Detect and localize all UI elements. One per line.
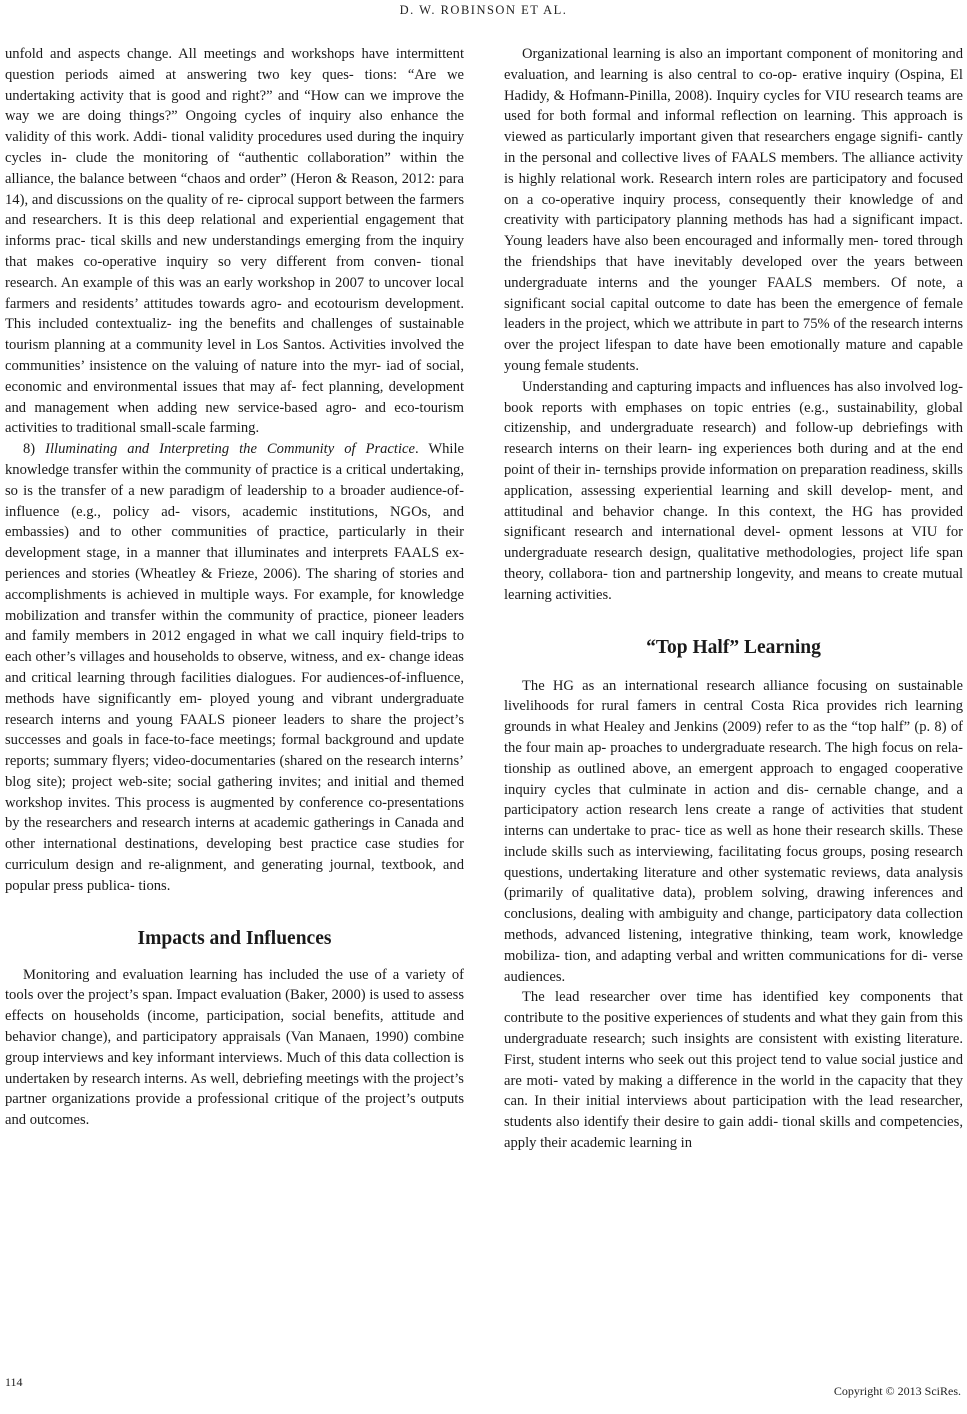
section-title: Illuminating and Interpreting the Community of Practice bbox=[45, 441, 415, 458]
copyright-notice: Copyright © 2013 SciRes. bbox=[833, 1384, 961, 1398]
heading-top-half-learning: “Top Half” Learning bbox=[646, 636, 821, 658]
right-paragraph-2: Understanding and capturing impacts and influences has also involved log-book reports with emphases on topic entries (e.g., sustainability, global citizenship, and undergraduate research) and follow-up debriefings with research interns on their learn- ing experiences both during and at the end point of their in- ternships provide information on preparation readiness, skills application, assessing experiential learning and skill develop- ment, and attitudinal and behavior change. In this context, the HG has provided significant research and international devel- opment lessons at VIU for undergraduate research design, qualitative methodologies, project life span theory, collabora- tion and partnership longevity, and means to create mutual learning activities. bbox=[504, 378, 963, 603]
section-number: 8) bbox=[23, 441, 46, 458]
right-paragraph-4: The lead researcher over time has identified key components that contribute to the positive experiences of students and what they gain from this undergraduate research; such insights are consistent with existing literature. First, student interns who seek out this project tend to value social justice and are moti- vated by making a difference in the world in the capacity that they can. In their initial interviews about participation with the lead researcher, students also identify their desire to gain addi- tional skills and competencies, apply their academic learning in bbox=[504, 989, 963, 1152]
heading-impacts-and-influences: Impacts and Influences bbox=[137, 927, 332, 949]
section-body: . While knowledge transfer within the community of practice is a critical undertaking, so is the transfer of a new paradigm of leadership to a broader audience-of-influence (e.g., policy ad- visors, academic institutions, NGOs, and embassies) and to other communities of practice, particularly in their development stage, in a manner that illuminates and interprets FAALS ex- periences and stories (Wheatley & Frieze, 2006). The sharing of stories and accomplishments is achieved in multiple ways. For example, for knowledge mobilization and transfer within the community of practice, pioneer leaders and family members in 2012 engaged in what we call inquiry field-trips to each other’s villages and households to observe, witness, and ex- change ideas and critical learning through facilities dialogues. For audiences-of-influence, methods have significantly em- ployed young and vibrant undergraduate research interns and young FAALS pioneer leaders to share the project’s successes and goals in face-to-face meetings; formal background and update reports; summary flyers; video-documentaries (shared on the research interns’ blog site); project web-site; social gathering invites; and initial and themed workshop invites. This process is augmented by conference co-presentations by the researchers and research interns at academic gatherings in Canada and other international destinations, developing best practice case studies for curriculum design and re-alignment, and generating journal, textbook, and popular press publica- tions. bbox=[5, 441, 464, 894]
left-paragraph-3: Monitoring and evaluation learning has included the use of a variety of tools over the project’s span. Impact evaluation (Baker, 2000) is used to assess effects on households (income, participation, social benefits, attitude and behavior change), and participatory appraisals (Van Manaen, 1990) combine group interviews and key informant interviews. Much of this data collection is undertaken by research interns. As well, debriefing meetings with the project’s partner organizations provide a professional critique of the project’s outputs and outcomes. bbox=[5, 966, 464, 1129]
left-column bbox=[5, 44, 464, 1131]
left-paragraph-1: unfold and aspects change. All meetings and workshops have intermittent question periods aimed at answering two key ques- tions: “Are we undertaking activity that is good and right?” and “How can we improve the way we are doing things?” Ongoing cycles of inquiry also enhance the validity of this work. Addi- tional validity procedures used during the inquiry cycles in- clude the monitoring of “authentic collaboration” within the alliance, the balance between “chaos and order” (Heron & Reason, 2012: para 14), and discussions on the quality of re- ciprocal support between the farmers and researchers. It is this deep relational and experiential engagement that informs prac- tical skills and new understandings emerging from the inquiry that makes co-operative inquiry so very different from conven- tional research. An example of this was an early workshop in 2007 to uncover local farmers and residents’ attitudes towards agro- and ecotourism development. This included contextualiz- ing the benefits and challenges of sustainable tourism planning at a community level in Los Santos. Activities involved the communities’ insistence on the valuing of nature into the myr- iad of social, economic and environmental issues that may af- fect planning, development and management when adding new service-based agro- and eco-tourism activities to traditional small-scale farming. bbox=[5, 46, 464, 437]
page-number: 114 bbox=[5, 1375, 23, 1389]
right-paragraph-3: The HG as an international research alliance focusing on sustainable livelihoods for rural famers in central Costa Rica provides rich learning grounds in what Healey and Jenkins (2009) refer to as the “top half” (p. 8) of the four main ap- proaches to undergraduate research. The high focus on rela- tionship as outlined above, an emergent approach to engaged cooperative inquiry cycles that culminate in action and dis- cernable change, and a participatory action research lens create a range of activities that student interns can undertake to prac- tice as well as hone their research skills. These include skills such as interviewing, facilitating focus groups, posing research questions, undertaking literature and other systematic reviews, data analysis (primarily of qualitative data), problem solving, drawing inferences and conclusions, dealing with ambiguity and change, participatory data collection methods, advanced listening, integrative thinking, team work, knowledge mobiliza- tion, and adapting verbal and written communications for di- verse audiences. bbox=[504, 677, 963, 985]
right-column bbox=[504, 44, 963, 1154]
running-head: D. W. ROBINSON ET AL. bbox=[399, 3, 568, 17]
right-paragraph-1: Organizational learning is also an important component of monitoring and evaluation, and learning is also central to co-op- erative inquiry (Ospina, El Hadidy, & Hofmann-Pinilla, 2008). Inquiry cycles for VIU research teams are used for both formal and informal reflection on learning. This approach is viewed as particularly important given that researchers engage signifi- cantly in the personal and collective lives of FAALS members. The alliance activity is highly relational work. Research intern roles are participatory and focused on a co-operative inquiry process, consequently their knowledge of and creativity with participatory planning methods has had a significant impact. Young leaders have also been encouraged and informally men- tored through the friendships that have inevitably developed over the years between undergraduate interns and the younger FAALS members. Of note, a significant social capital outcome to date has been the emergence of female leaders in the project, which we attribute in part to 75% of the research interns over the project lifespan to date have been emotionally mature and capable young female students. bbox=[504, 46, 963, 374]
left-paragraph-2 bbox=[5, 439, 464, 897]
